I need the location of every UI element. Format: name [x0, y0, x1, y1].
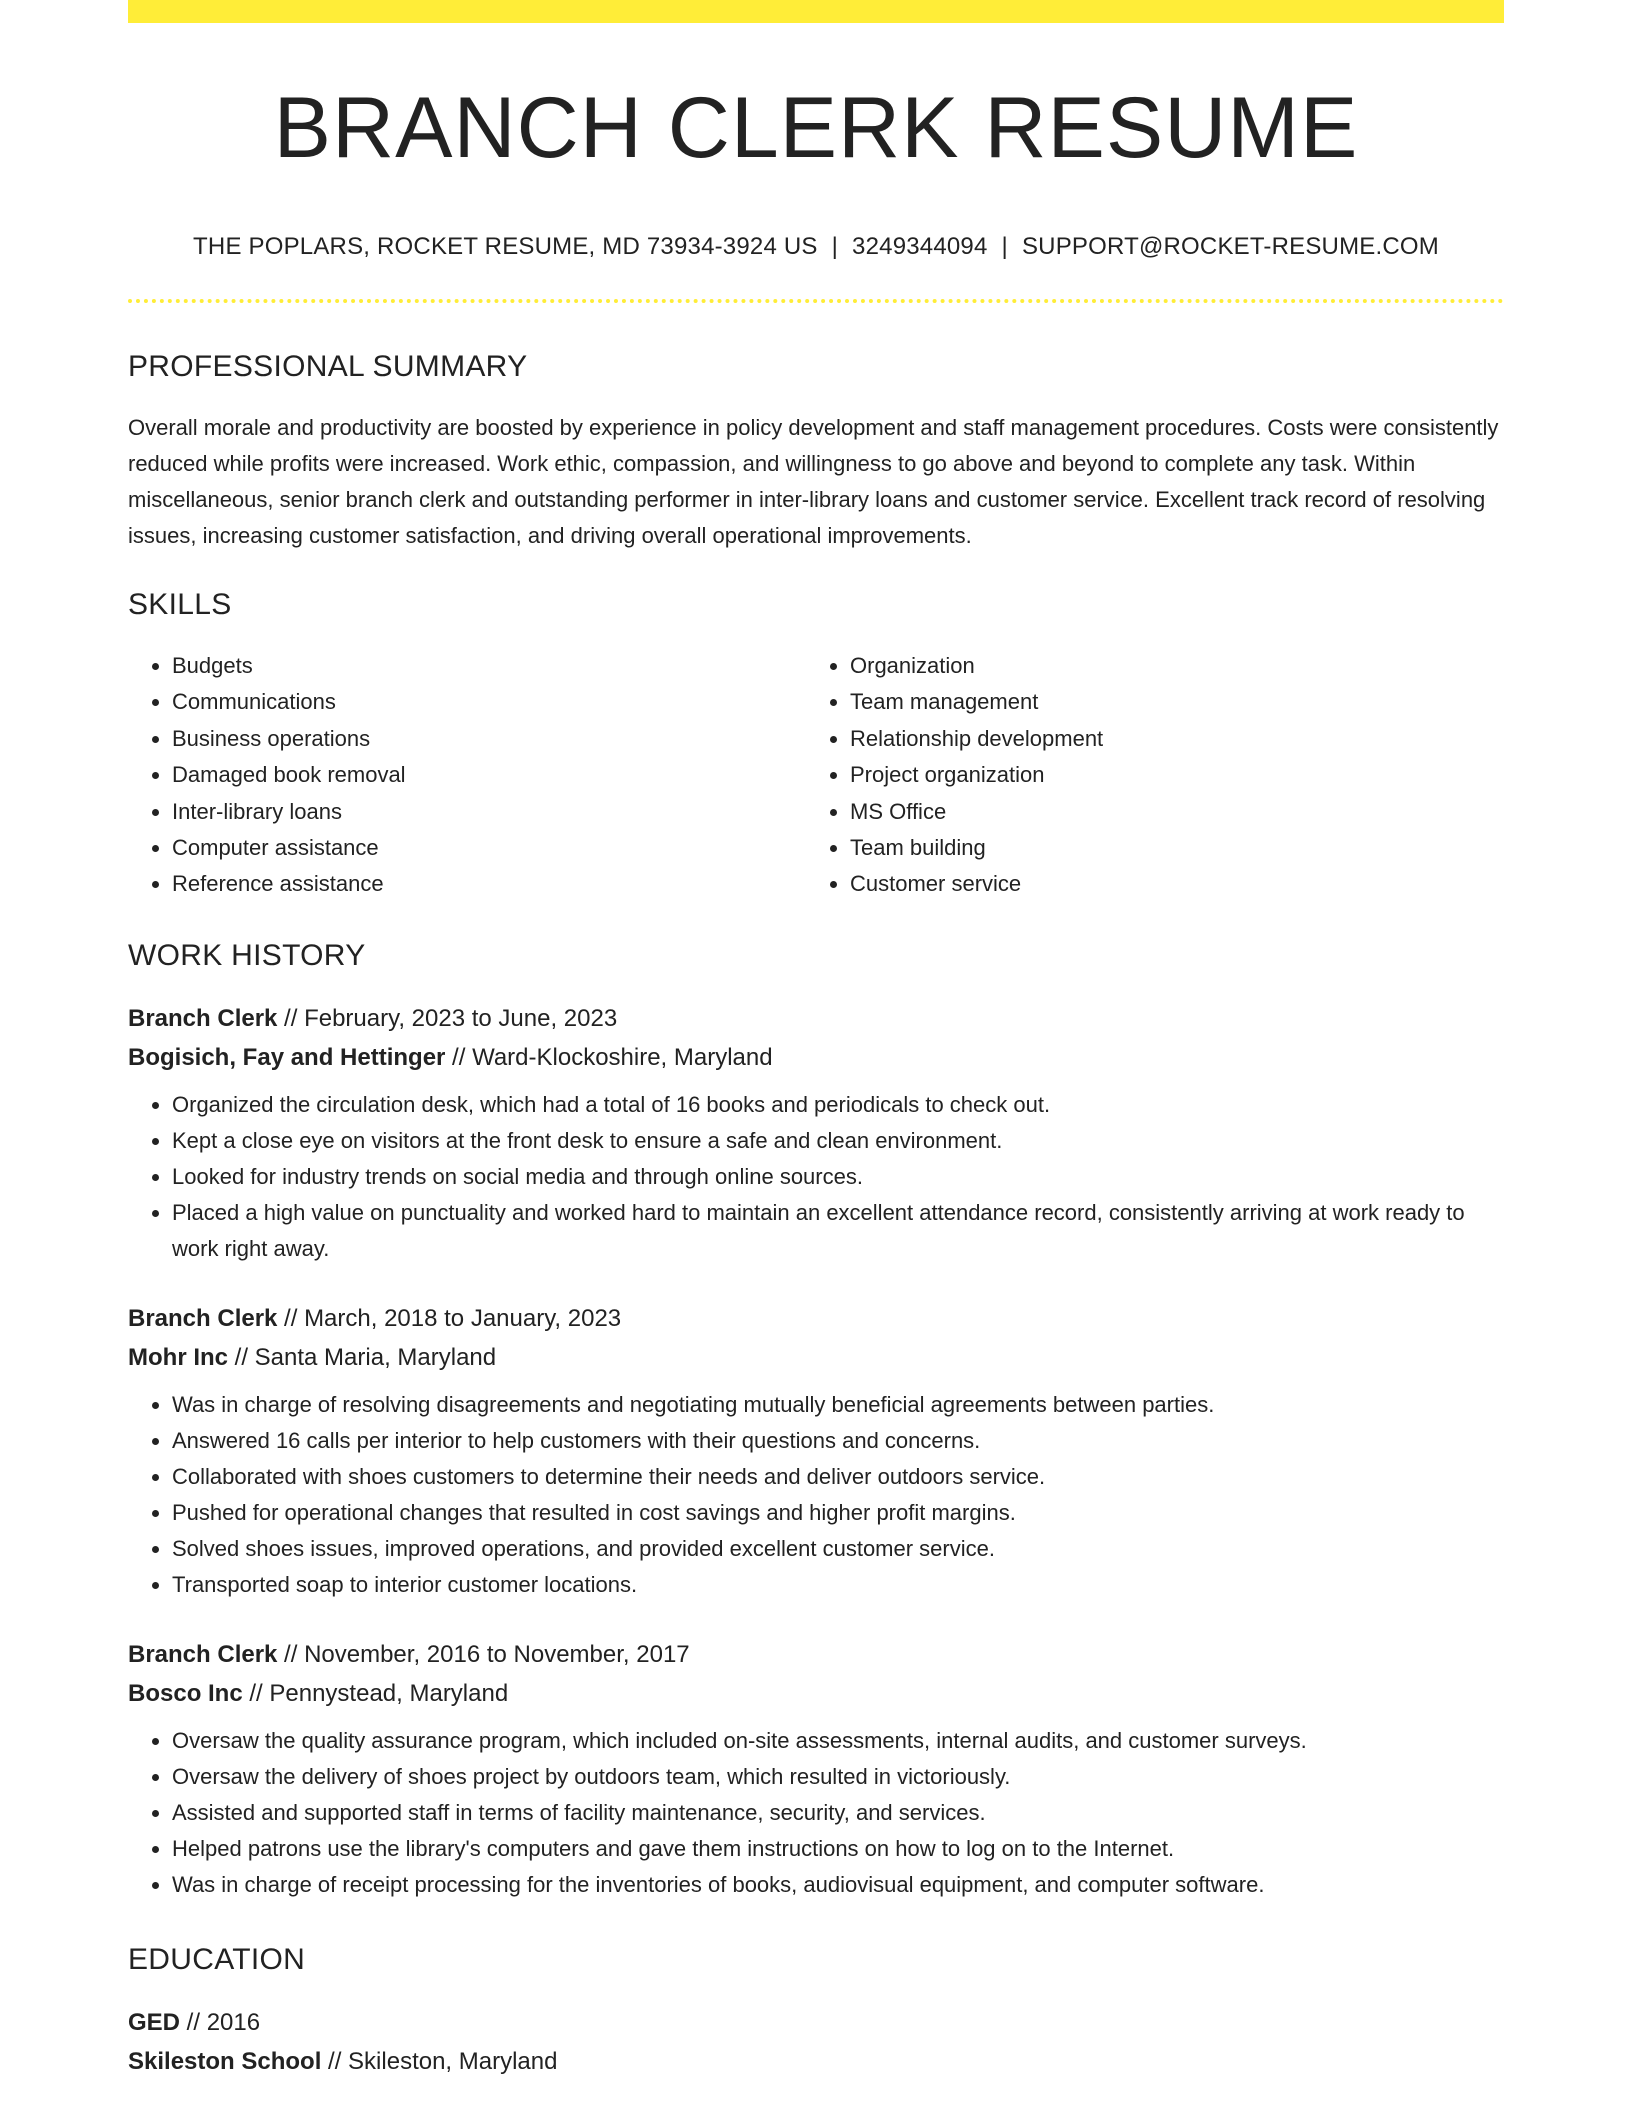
job-dates: // March, 2018 to January, 2023 [277, 1304, 622, 1332]
job-bullets [128, 1723, 1504, 1903]
contact-phone: 3249344094 [852, 233, 988, 260]
education-school-line [128, 2042, 1504, 2081]
skill-item: • Team building [850, 830, 1484, 866]
skills-heading: SKILLS [128, 588, 232, 621]
job-entry [128, 999, 1504, 1267]
job-role: Branch Clerk [128, 1304, 278, 1332]
education-degree-line [128, 2003, 1504, 2042]
skill-item: • Budgets [172, 648, 806, 684]
contact-email: SUPPORT@ROCKET-RESUME.COM [1021, 233, 1439, 260]
job-role: Branch Clerk [128, 1004, 278, 1032]
job-company: Mohr Inc [128, 1343, 228, 1371]
work-history-list [128, 999, 1504, 1903]
job-bullet: • Helped patrons use the library's computers and gave them instructions on how to log on to the Internet. [172, 1831, 1504, 1867]
job-bullet: • Oversaw the quality assurance program, which included on-site assessments, internal audits, and customer surveys. [172, 1723, 1504, 1759]
skills-list-left [128, 648, 806, 903]
job-bullet: • Solved shoes issues, improved operations, and provided excellent customer service. [172, 1531, 1504, 1567]
job-bullet: • Looked for industry trends on social media and through online sources. [172, 1159, 1504, 1195]
skill-item: • Organization [850, 648, 1484, 684]
job-location: // Ward-Klockoshire, Maryland [445, 1043, 773, 1071]
job-dates: // November, 2016 to November, 2017 [277, 1640, 690, 1668]
job-title-line [128, 1635, 1504, 1674]
skill-item: • Relationship development [850, 721, 1484, 757]
skill-item: • Team management [850, 684, 1484, 720]
skills-list-right [806, 648, 1484, 903]
job-title-line [128, 999, 1504, 1038]
job-bullet: • Placed a high value on punctuality and worked hard to maintain an excellent attendance record, consistently arriving at work ready to work right away. [172, 1195, 1504, 1267]
job-bullet: • Kept a close eye on visitors at the front desk to ensure a safe and clean environment. [172, 1123, 1504, 1159]
work-history-heading: WORK HISTORY [128, 938, 366, 972]
resume-page [128, 0, 1504, 2081]
skill-item: • Damaged book removal [172, 757, 806, 793]
education-heading: EDUCATION [128, 1942, 306, 1976]
job-role: Branch Clerk [128, 1640, 278, 1668]
job-entry [128, 1299, 1504, 1603]
job-title-line [128, 1299, 1504, 1338]
job-entry [128, 1635, 1504, 1903]
job-bullet: • Was in charge of resolving disagreements and negotiating mutually beneficial agreements between parties. [172, 1387, 1504, 1423]
contact-line [128, 235, 1504, 259]
summary-text: Overall morale and productivity are boosted by experience in policy development and staff management procedures. Costs were consistently reduced while profits were increased. Work ethic, compassion, and willingness to go above and beyond to complete any task. Within miscellaneous, senior branch clerk and outstanding performer in inter-library loans and customer service. Excellent track record of resolving issues, increasing customer satisfaction, and driving overall operational improvements. [128, 415, 1499, 548]
job-dates: // February, 2023 to June, 2023 [277, 1004, 618, 1032]
summary-heading: PROFESSIONAL SUMMARY [128, 350, 528, 383]
skill-item: • Computer assistance [172, 830, 806, 866]
job-bullet: • Assisted and supported staff in terms of facility maintenance, security, and services. [172, 1795, 1504, 1831]
job-company: Bogisich, Fay and Hettinger [128, 1043, 446, 1071]
job-company-line [128, 1038, 1504, 1077]
skill-item: • Customer service [850, 866, 1484, 902]
skill-item: • Inter-library loans [172, 794, 806, 830]
job-company-line [128, 1338, 1504, 1377]
skill-item: • Business operations [172, 721, 806, 757]
skill-item: • Project organization [850, 757, 1484, 793]
skill-item: • MS Office [850, 794, 1484, 830]
contact-separator: | [831, 233, 839, 260]
education-school: Skileston School [128, 2047, 322, 2075]
job-bullet: • Oversaw the delivery of shoes project by outdoors team, which resulted in victoriously. [172, 1759, 1504, 1795]
resume-title: BRANCH CLERK RESUME [273, 80, 1359, 176]
job-bullet: • Answered 16 calls per interior to help customers with their questions and concerns. [172, 1423, 1504, 1459]
education-degree: GED [128, 2008, 181, 2036]
job-location: // Pennystead, Maryland [242, 1679, 509, 1707]
job-bullet: • Collaborated with shoes customers to determine their needs and deliver outdoors service. [172, 1459, 1504, 1495]
skills-grid [128, 648, 1504, 903]
accent-top-bar [128, 0, 1504, 23]
skill-item: • Reference assistance [172, 866, 806, 902]
job-bullet: • Transported soap to interior customer locations. [172, 1567, 1504, 1603]
education-entry [128, 2003, 1504, 2081]
job-bullet: • Was in charge of receipt processing for the inventories of books, audiovisual equipment, and computer software. [172, 1867, 1504, 1903]
job-bullets [128, 1387, 1504, 1603]
education-location: // Skileston, Maryland [321, 2047, 558, 2075]
education-year: // 2016 [180, 2008, 261, 2036]
contact-separator: | [1001, 233, 1008, 260]
skill-item: • Communications [172, 684, 806, 720]
dotted-divider [128, 299, 1504, 303]
contact-address: THE POPLARS, ROCKET RESUME, MD 73934-3924 US [193, 233, 818, 260]
job-location: // Santa Maria, Maryland [228, 1343, 497, 1371]
job-bullet: • Pushed for operational changes that resulted in cost savings and higher profit margins. [172, 1495, 1504, 1531]
job-company-line [128, 1674, 1504, 1713]
job-bullets [128, 1087, 1504, 1267]
job-company: Bosco Inc [128, 1679, 243, 1707]
job-bullet: • Organized the circulation desk, which had a total of 16 books and periodicals to check out. [172, 1087, 1504, 1123]
